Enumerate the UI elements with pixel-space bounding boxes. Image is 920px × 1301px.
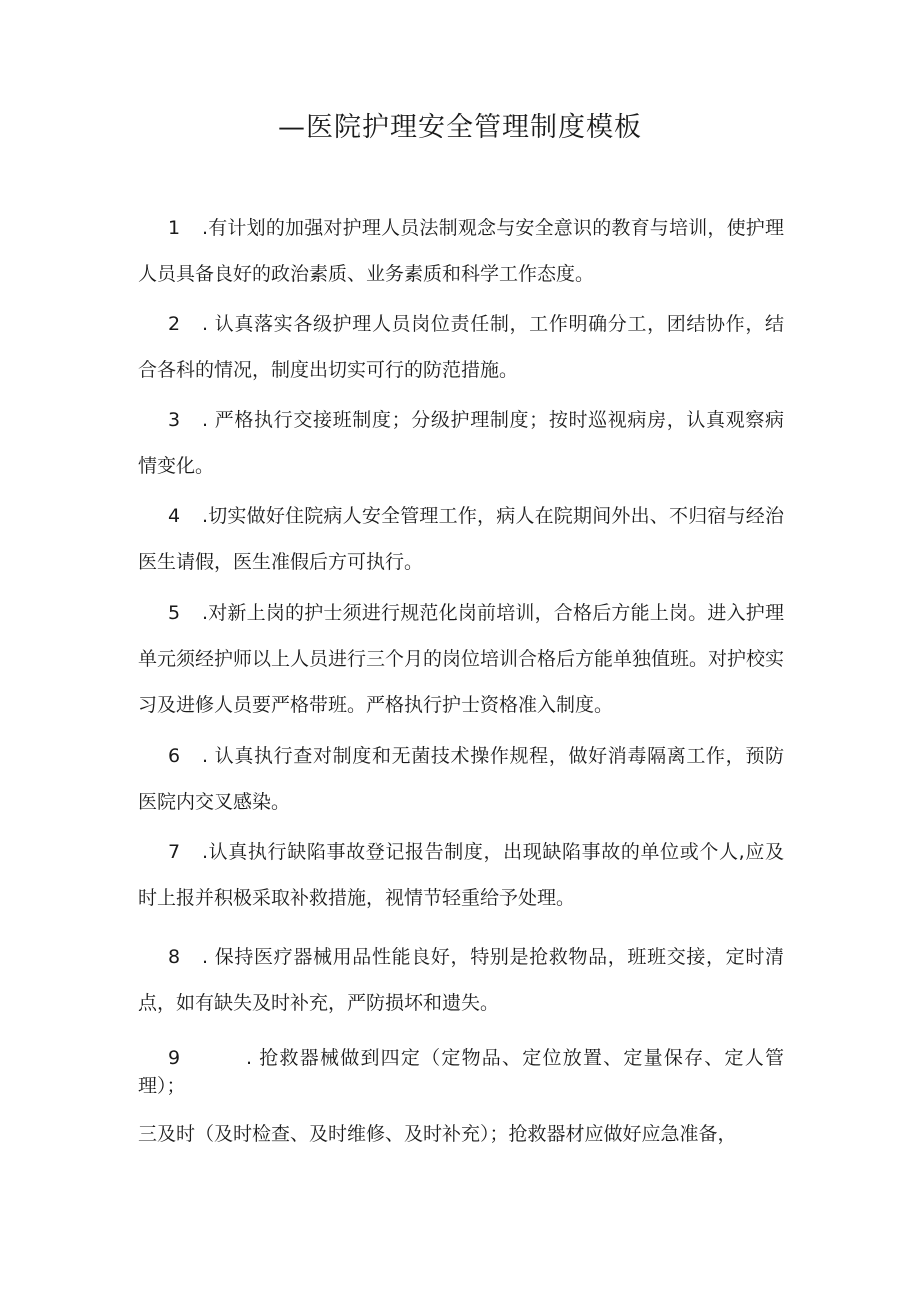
item-number: 7: [168, 841, 181, 863]
item-text: . 保持医疗器械用品性能良好，特别是抢救物品，班班交接，定时清点，如有缺失及时补充，严防损坏和遗失。: [138, 946, 784, 1014]
item-number: 8: [168, 946, 181, 968]
item-text: . 严格执行交接班制度；分级护理制度；按时巡视病房，认真观察病情变化。: [138, 409, 784, 477]
item-text: . 认真落实各级护理人员岗位责任制，工作明确分工，团结协作，结合各科的情况，制度出切实可行的防范措施。: [138, 313, 784, 381]
item-text: .认真执行缺陷事故登记报告制度，出现缺陷事故的单位或个人,应及时上报并积极采取补救措施，视情节轻重给予处理。: [138, 841, 784, 909]
item-number: 5: [168, 602, 181, 624]
item-text: . 抢救器械做到四定（定物品、定位放置、定量保存、定人管理）；: [138, 1047, 784, 1097]
item-number: 1: [168, 217, 181, 239]
list-item-9: [138, 1044, 784, 1100]
list-item-3: [138, 397, 784, 489]
item-text: .切实做好住院病人安全管理工作，病人在院期间外出、不归宿与经治医生请假，医生准假后方可执行。: [138, 505, 784, 573]
item-number: 3: [168, 409, 181, 431]
list-item-2: [138, 301, 784, 393]
item-number: 6: [168, 745, 181, 767]
list-item-1: [138, 205, 784, 297]
item-text: .对新上岗的护士须进行规范化岗前培训，合格后方能上岗。进入护理单元须经护师以上人员进行三个月的岗位培训合格后方能单独值班。对护校实习及进修人员要严格带班。严格执行护士资格准入制度。: [138, 602, 785, 716]
list-item-8: [138, 934, 784, 1026]
list-item-6: [138, 733, 784, 825]
item-text: .有计划的加强对护理人员法制观念与安全意识的教育与培训，使护理人员具备良好的政治素质、业务素质和科学工作态度。: [138, 217, 784, 285]
item-number: 9: [168, 1047, 181, 1069]
item-text: . 认真执行查对制度和无菌技术操作规程，做好消毒隔离工作，预防医院内交叉感染。: [138, 745, 784, 813]
list-item-4: [138, 493, 784, 585]
list-item-5: [138, 590, 784, 728]
continuation-text: 三及时（及时检查、及时维修、及时补充）；抢救器材应做好应急准备，: [138, 1123, 737, 1145]
item-number: 2: [168, 313, 181, 335]
item-number: 4: [168, 505, 181, 527]
document-title: —医院护理安全管理制度模板: [278, 112, 642, 143]
list-item-7: [138, 829, 784, 921]
